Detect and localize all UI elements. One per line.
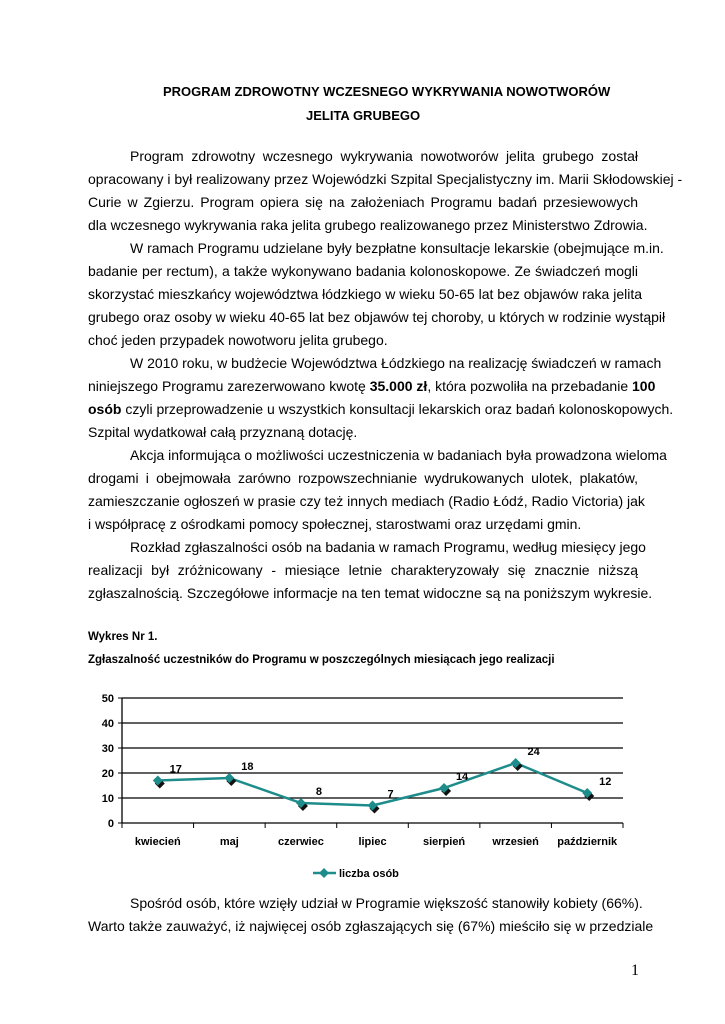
- legend-label: liczba osób: [339, 868, 399, 880]
- bold-text: osób: [88, 401, 122, 417]
- document-title-line-2: JELITA GRUBEGO: [306, 108, 421, 123]
- line-chart: [88, 685, 648, 885]
- y-tick-label: 50: [101, 693, 114, 705]
- x-tick-label: sierpień: [422, 836, 466, 848]
- page-number: 1: [631, 962, 639, 979]
- y-tick-label: 30: [101, 743, 114, 755]
- chart-title: Zgłaszalność uczestników do Programu w poszczególnych miesiącach jego realizacji: [88, 654, 555, 666]
- legend-marker: [319, 868, 329, 878]
- chart-caption: Wykres Nr 1.: [88, 631, 158, 643]
- x-tick-label: kwiecień: [134, 836, 181, 848]
- text-line: W ramach Programu udzielane były bezpłatne konsultacje lekarskie (obejmujące m.in.: [130, 240, 664, 256]
- text-span: , która pozwoliła na przebadanie: [427, 378, 632, 394]
- text-span: czyli przeprowadzenie u wszystkich konsultacji lekarskich oraz badań kolonoskopowych.: [121, 401, 674, 417]
- y-tick-label: 20: [101, 768, 114, 780]
- bold-text: 100: [632, 378, 656, 394]
- text-line: W 2010 roku, w budżecie Województwa Łódzkiego na realizację świadczeń w ramach: [130, 355, 662, 371]
- text-line: Curie w Zgierzu. Program opiera się na założeniach Programu badań przesiewowych: [88, 194, 638, 210]
- text-line: Szpital wydatkował całą przyznaną dotację.: [88, 424, 358, 440]
- text-line: i współpracę z ośrodkami pomocy społecznej, starostwami oraz urzędami gmin.: [88, 516, 582, 532]
- text-line: dla wczesnego wykrywania raka jelita grubego realizowanego przez Ministerstwo Zdrowia.: [88, 217, 648, 233]
- text-line: drogami i obejmowała zarówno rozpowszechnianie wydrukowanych ulotek, plakatów,: [88, 470, 638, 486]
- y-tick-label: 40: [101, 718, 114, 730]
- data-label: 17: [169, 763, 182, 776]
- document-title-line-1: PROGRAM ZDROWOTNY WCZESNEGO WYKRYWANIA NOWOTWORÓW: [163, 84, 611, 99]
- text-line: realizacji był zróżnicowany - miesiące letnie charakteryzowały się znacznie niższą: [88, 562, 638, 578]
- text-line: skorzystać mieszkańcy województwa łódzkiego w wieku 50-65 lat bez objawów raka jelita: [88, 286, 643, 302]
- text-line: zgłaszalnością. Szczegółowe informacje na ten temat widoczne są na poniższym wykresie.: [88, 585, 653, 601]
- text-line: opracowany i był realizowany przez Wojewódzki Szpital Specjalistyczny im. Marii Skłodowskiej -: [88, 171, 683, 187]
- x-tick-label: maj: [219, 836, 239, 848]
- x-tick-label: październik: [557, 836, 618, 848]
- text-line: choć jeden przypadek nowotworu jelita grubego.: [88, 332, 388, 348]
- text-span: niniejszego Programu zarezerwowano kwotę: [88, 378, 370, 394]
- x-tick-label: czerwiec: [277, 836, 324, 848]
- data-label: 8: [315, 786, 322, 798]
- y-tick-label: 10: [101, 793, 114, 805]
- x-tick-label: wrzesień: [492, 836, 539, 848]
- text-line: [88, 400, 674, 418]
- text-line: Warto także zauważyć, iż najwięcej osób zgłaszających się (67%) mieściło się w przedziale: [88, 918, 654, 934]
- text-line: badanie per rectum), a także wykonywano badania kolonoskopowe. Ze świadczeń mogli: [88, 263, 638, 279]
- text-line: Rozkład zgłaszalności osób na badania w ramach Programu, według miesięcy jego: [130, 539, 646, 555]
- text-line: Program zdrowotny wczesnego wykrywania nowotworów jelita grubego został: [130, 148, 638, 164]
- series-line: [158, 763, 587, 806]
- text-line: [88, 377, 656, 395]
- x-tick-label: lipiec: [358, 836, 387, 848]
- text-line: zamieszczanie ogłoszeń w prasie czy też innych mediach (Radio Łódź, Radio Victoria) jak: [88, 493, 645, 509]
- data-label: 7: [387, 788, 394, 801]
- bold-text: 35.000 zł: [369, 378, 428, 394]
- y-tick-label: 0: [107, 818, 114, 830]
- data-label: 24: [527, 746, 540, 758]
- data-label: 12: [599, 776, 612, 788]
- text-line: Spośród osób, które wzięły udział w Programie większość stanowiły kobiety (66%).: [130, 895, 643, 911]
- data-label: 14: [455, 771, 469, 783]
- text-line: Akcja informująca o możliwości uczestniczenia w badaniach była prowadzona wieloma: [130, 447, 667, 463]
- data-label: 18: [241, 761, 254, 773]
- text-line: grubego oraz osoby w wieku 40-65 lat bez objawów tej choroby, u których w rodzinie wystąpił: [88, 309, 666, 325]
